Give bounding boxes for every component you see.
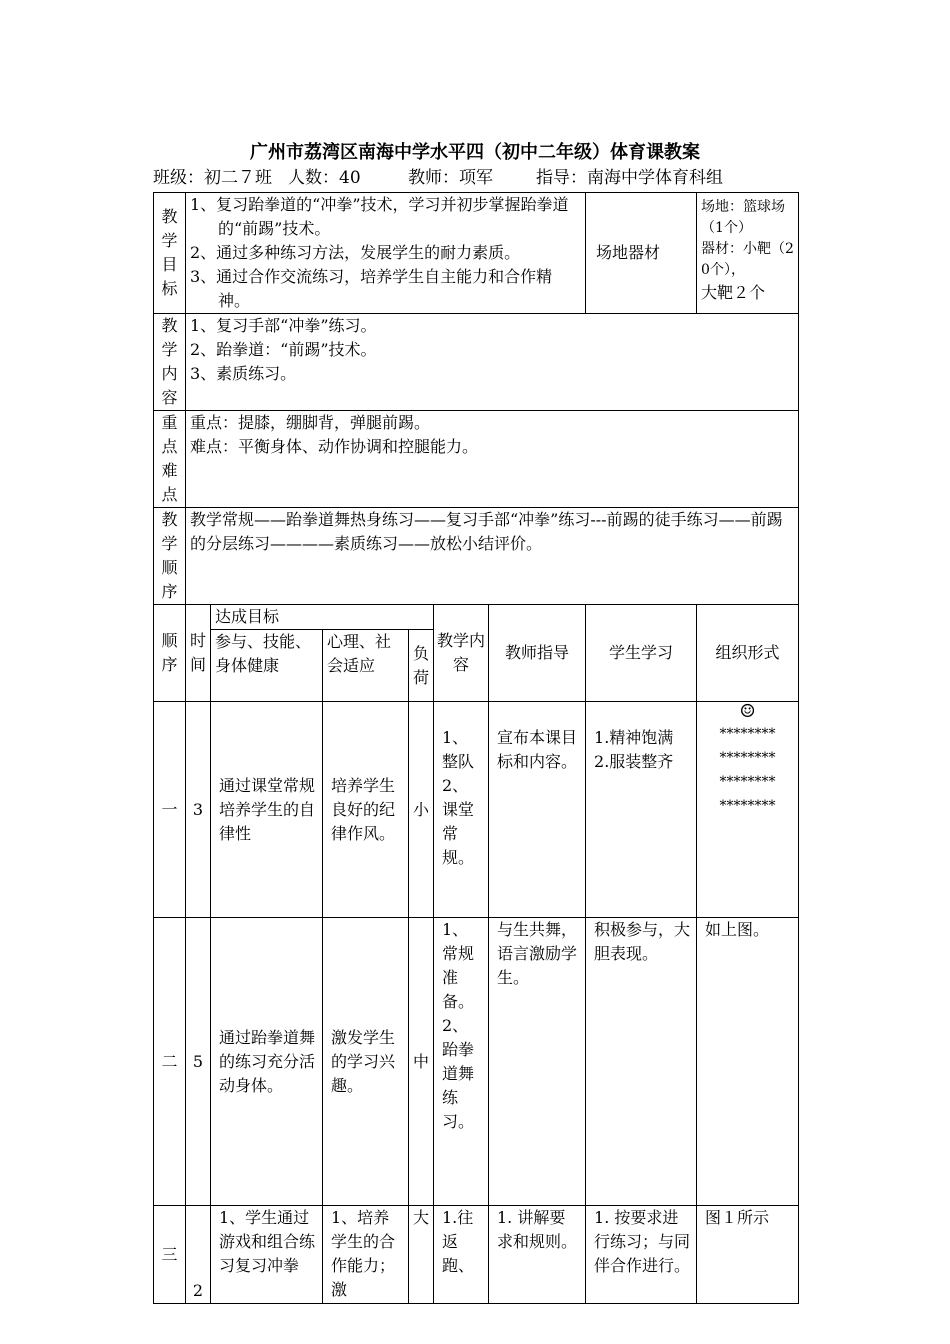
row-time: 2 xyxy=(186,1206,211,1304)
student-point: 1.精神饱满 xyxy=(594,728,674,747)
table-row xyxy=(154,918,799,1206)
content-header: 教学内容 xyxy=(434,605,489,702)
row-load: 中 xyxy=(409,918,434,1206)
row-time: 5 xyxy=(186,918,211,1206)
row-content: 1、常规准备。2、跆拳道舞练习。 xyxy=(434,918,489,1206)
keypoints-row xyxy=(154,411,799,508)
objectives-row xyxy=(154,193,799,314)
org-header: 组织形式 xyxy=(697,605,799,702)
row-teacher: 宣布本课目标和内容。 xyxy=(489,702,586,918)
row-goal2: 激发学生的学习兴趣。 xyxy=(323,918,409,1206)
sequence-text: 教学常规——跆拳道舞热身练习——复习手部“冲拳”练习---前踢的徒手练习——前踢的分层练习————素质练习——放松小结评价。 xyxy=(186,508,799,605)
row-goal2: 1、培养学生的合作能力；激 xyxy=(323,1206,409,1304)
row-student: 积极参与，大胆表现。 xyxy=(586,918,697,1206)
row-teacher: 与生共舞，语言激励学生。 xyxy=(489,918,586,1206)
row-goal1: 通过跆拳道舞的练习充分活动身体。 xyxy=(211,918,323,1206)
objective-item: 2、通过多种练习方法，发展学生的耐力素质。 xyxy=(190,243,521,262)
content-item: 1、复习手部“冲拳”练习。 xyxy=(190,316,377,335)
table-row xyxy=(154,702,799,918)
row-order: 三 xyxy=(154,1206,186,1304)
keypoints-label: 重点难点 xyxy=(154,411,186,508)
lesson-plan-table xyxy=(153,192,799,1304)
keypoints-cell xyxy=(186,411,799,508)
student-header: 学生学习 xyxy=(586,605,697,702)
teacher-name: 教师：项军 xyxy=(408,168,493,188)
smile-icon: ☺ xyxy=(739,701,756,722)
row-org: 图１所示 xyxy=(697,1206,799,1304)
content-item: 2、跆拳道：“前踢”技术。 xyxy=(190,340,377,359)
row-org: 如上图。 xyxy=(697,918,799,1206)
page-title: 广州市荔湾区南海中学水平四（初中二年级）体育课教案 xyxy=(250,142,700,163)
formation-line: ******** xyxy=(719,798,776,814)
goal1-header: 参与、技能、身体健康 xyxy=(211,630,323,702)
row-goal2: 培养学生良好的纪律作风。 xyxy=(323,702,409,918)
equipment-text: 器材：小靶（20个）， xyxy=(701,241,794,278)
content-cell xyxy=(186,314,799,411)
venue-text: 场地：篮球场（1个） xyxy=(701,199,786,236)
content-item: 3、素质练习。 xyxy=(190,364,297,383)
formation-line: ******** xyxy=(719,750,776,766)
teacher-header: 教师指导 xyxy=(489,605,586,702)
row-load: 大 xyxy=(409,1206,434,1304)
row-load: 小 xyxy=(409,702,434,918)
sequence-label: 教学顺序 xyxy=(154,508,186,605)
goals-header: 达成目标 xyxy=(211,605,434,630)
row-goal1: 1、学生通过游戏和组合练习复习冲拳 xyxy=(211,1206,323,1304)
row-content: 1、整队2、课堂常规。 xyxy=(434,702,489,918)
table-row xyxy=(154,1206,799,1304)
time-header: 时间 xyxy=(186,605,211,702)
objectives-label: 教学目标 xyxy=(154,193,186,314)
row-teacher: 1. 讲解要求和规则。 xyxy=(489,1206,586,1304)
row-goal1: 通过课堂常规培养学生的自律性 xyxy=(211,702,323,918)
goal2-header: 心理、社会适应 xyxy=(323,630,409,702)
equipment-text-2: 大靶２个 xyxy=(701,283,766,302)
student-point: 2.服装整齐 xyxy=(594,752,674,771)
objectives-cell xyxy=(186,193,586,314)
row-student: 1. 按要求进行练习；与同伴合作进行。 xyxy=(586,1206,697,1304)
formation-line: ******** xyxy=(719,774,776,790)
sequence-row xyxy=(154,508,799,605)
row-order: 二 xyxy=(154,918,186,1206)
load-header: 负荷 xyxy=(409,630,434,702)
class-info-line xyxy=(153,166,813,190)
row-org xyxy=(697,702,799,918)
row-order: 一 xyxy=(154,702,186,918)
class-info: 班级：初二７班 xyxy=(153,168,272,188)
table-header-row xyxy=(154,605,799,630)
venue-label: 场地器材 xyxy=(586,193,697,314)
venue-cell xyxy=(697,193,799,314)
key-point: 重点：提膝，绷脚背，弹腿前踢。 xyxy=(190,413,431,432)
content-label: 教学内容 xyxy=(154,314,186,411)
row-content: 1.往返跑、 xyxy=(434,1206,489,1304)
difficult-point: 难点：平衡身体、动作协调和控腿能力。 xyxy=(190,437,479,456)
row-student xyxy=(586,702,697,918)
content-row xyxy=(154,314,799,411)
objective-item: 1、复习跆拳道的“冲拳”技术，学习并初步掌握跆拳道的“前踢”技术。 xyxy=(190,195,569,238)
guide-info: 指导：南海中学体育科组 xyxy=(536,168,723,188)
objective-item: 3、通过合作交流练习，培养学生自主能力和合作精神。 xyxy=(190,267,553,310)
formation-line: ******** xyxy=(719,726,776,742)
order-header: 顺序 xyxy=(154,605,186,702)
row-time: 3 xyxy=(186,702,211,918)
student-count: 人数：40 xyxy=(288,168,361,188)
